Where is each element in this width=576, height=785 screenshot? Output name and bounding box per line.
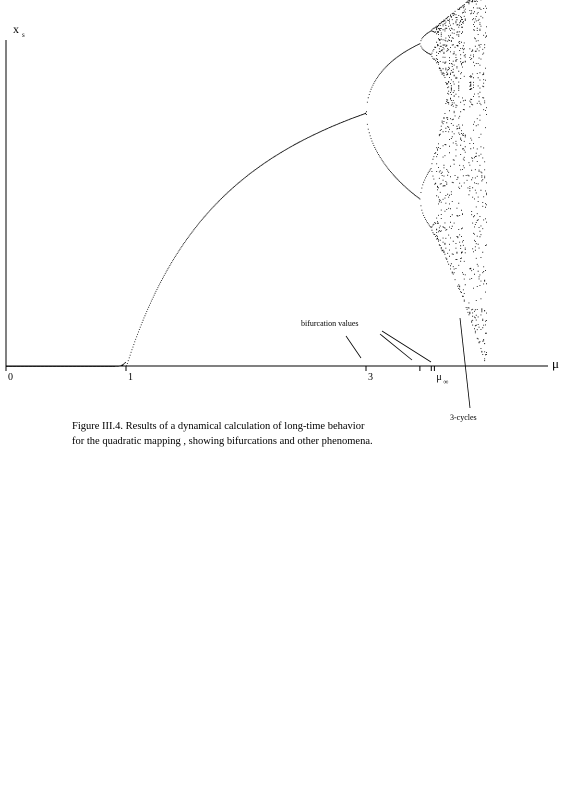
x-ticks — [6, 366, 448, 386]
orbit-points — [6, 0, 487, 367]
bifurcation-pointer-3 — [382, 331, 431, 362]
x-tick-subscript-5: ∞ — [443, 378, 449, 386]
caption-line-2: for the quadratic mapping , showing bifurcations and other phenomena. — [72, 436, 373, 447]
caption-line-1: Figure III.4. Results of a dynamical calculation of long-time behavior — [72, 421, 365, 432]
x-tick-label-5: μ — [436, 372, 442, 383]
x-tick-label-1: 1 — [128, 372, 133, 383]
x-tick-label-2: 3 — [368, 372, 373, 383]
x-axis-label: μ — [552, 356, 559, 371]
bifurcation-pointer-1 — [346, 336, 361, 358]
y-axis-label: x — [13, 22, 19, 36]
three-cycles-pointer — [460, 318, 470, 408]
figure-caption — [72, 419, 472, 449]
x-tick-label-0: 0 — [8, 372, 13, 383]
bifurcation-values-label: bifurcation values — [301, 319, 359, 328]
three-cycles-label: 3-cycles — [450, 413, 477, 422]
chart-marks — [6, 0, 487, 367]
y-axis-label-subscript: s — [22, 31, 25, 39]
